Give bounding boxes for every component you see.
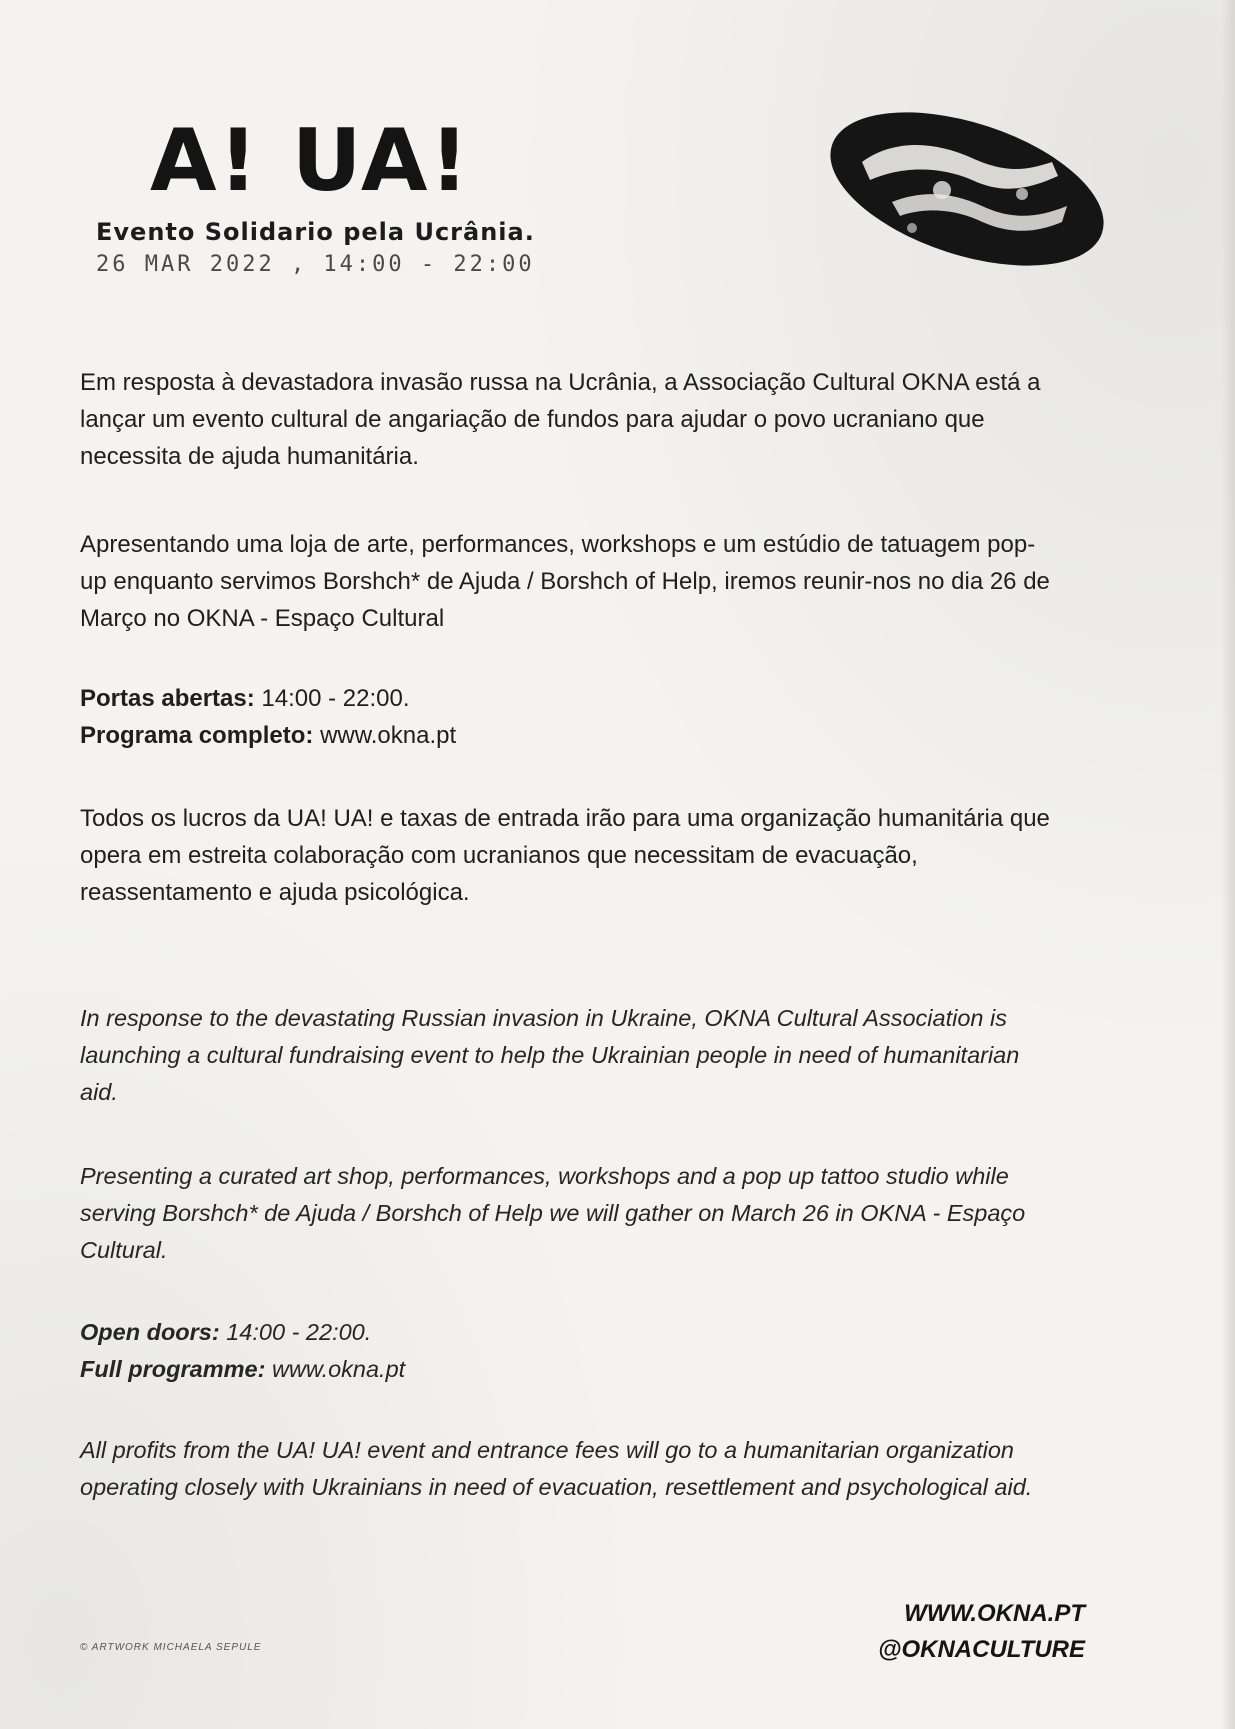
pt-presenting-paragraph: Apresentando uma loja de arte, performances, workshops e um estúdio de tatuagem pop-up enquanto servimos Borshch* de Ajuda / Borshch of Help, iremos reunir-nos no dia 26 de Março no OKNA - Espaço Cultural [80, 531, 1050, 632]
website-link[interactable]: WWW.OKNA.PT [904, 1600, 1085, 1627]
en-doors-label: Open doors: [80, 1319, 220, 1345]
pt-doors-value: 14:00 - 22:00. [261, 685, 410, 712]
artwork-credit: © ARTWORK MICHAELA SEPULE [80, 1642, 262, 1653]
event-date: 26 MAR 2022 , 14:00 - 22:00 [96, 252, 535, 277]
en-doors-line [80, 1314, 1060, 1351]
en-intro-paragraph: In response to the devastating Russian invasion in Ukraine, OKNA Cultural Association is launching a cultural fundraising event to help the Ukrainian people in need of humanitarian aid. [80, 1005, 1020, 1105]
pt-event-info [80, 680, 1060, 754]
en-presenting-paragraph: Presenting a curated art shop, performances, workshops and a pop up tattoo studio while serving Borshch* de Ajuda / Borshch of Help we will gather on March 26 in OKNA - Espaço Cultural. [80, 1163, 1026, 1263]
flyer-title: A! UA! [150, 111, 471, 211]
instagram-handle[interactable]: @OKNACULTURE [878, 1636, 1085, 1663]
en-event-info [80, 1314, 1060, 1388]
pt-profits-paragraph: Todos os lucros da UA! UA! e taxas de entrada irão para uma organização humanitária que opera em estreita colaboração com ucranianos que necessitam de evacuação, reassentamento e ajuda psicológica. [80, 805, 1050, 906]
pt-doors-line [80, 680, 1060, 717]
en-profits-paragraph: All profits from the UA! UA! event and entrance fees will go to a humanitarian organization operating closely with Ukrainians in need of evacuation, resettlement and psychological aid. [80, 1437, 1033, 1500]
pt-intro-paragraph: Em resposta à devastadora invasão russa na Ucrânia, a Associação Cultural OKNA está a lançar um evento cultural de angariação de fundos para ajudar o povo ucraniano que necessita de ajuda humanitária. [80, 369, 1041, 470]
pt-program-link[interactable]: www.okna.pt [320, 722, 457, 749]
en-program-link[interactable]: www.okna.pt [271, 1356, 406, 1382]
en-program-label: Full programme: [80, 1356, 266, 1382]
okna-blob-logo [822, 110, 1112, 268]
pt-program-line [80, 717, 1060, 754]
en-doors-value: 14:00 - 22:00. [226, 1319, 372, 1345]
en-program-line [80, 1351, 1060, 1388]
flyer-subtitle: Evento Solidario pela Ucrânia. [96, 218, 535, 246]
pt-doors-label: Portas abertas: [80, 685, 255, 712]
paper-edge-shadow [1221, 0, 1235, 1729]
footer-links [878, 1596, 1085, 1668]
pt-program-label: Programa completo: [80, 722, 314, 749]
